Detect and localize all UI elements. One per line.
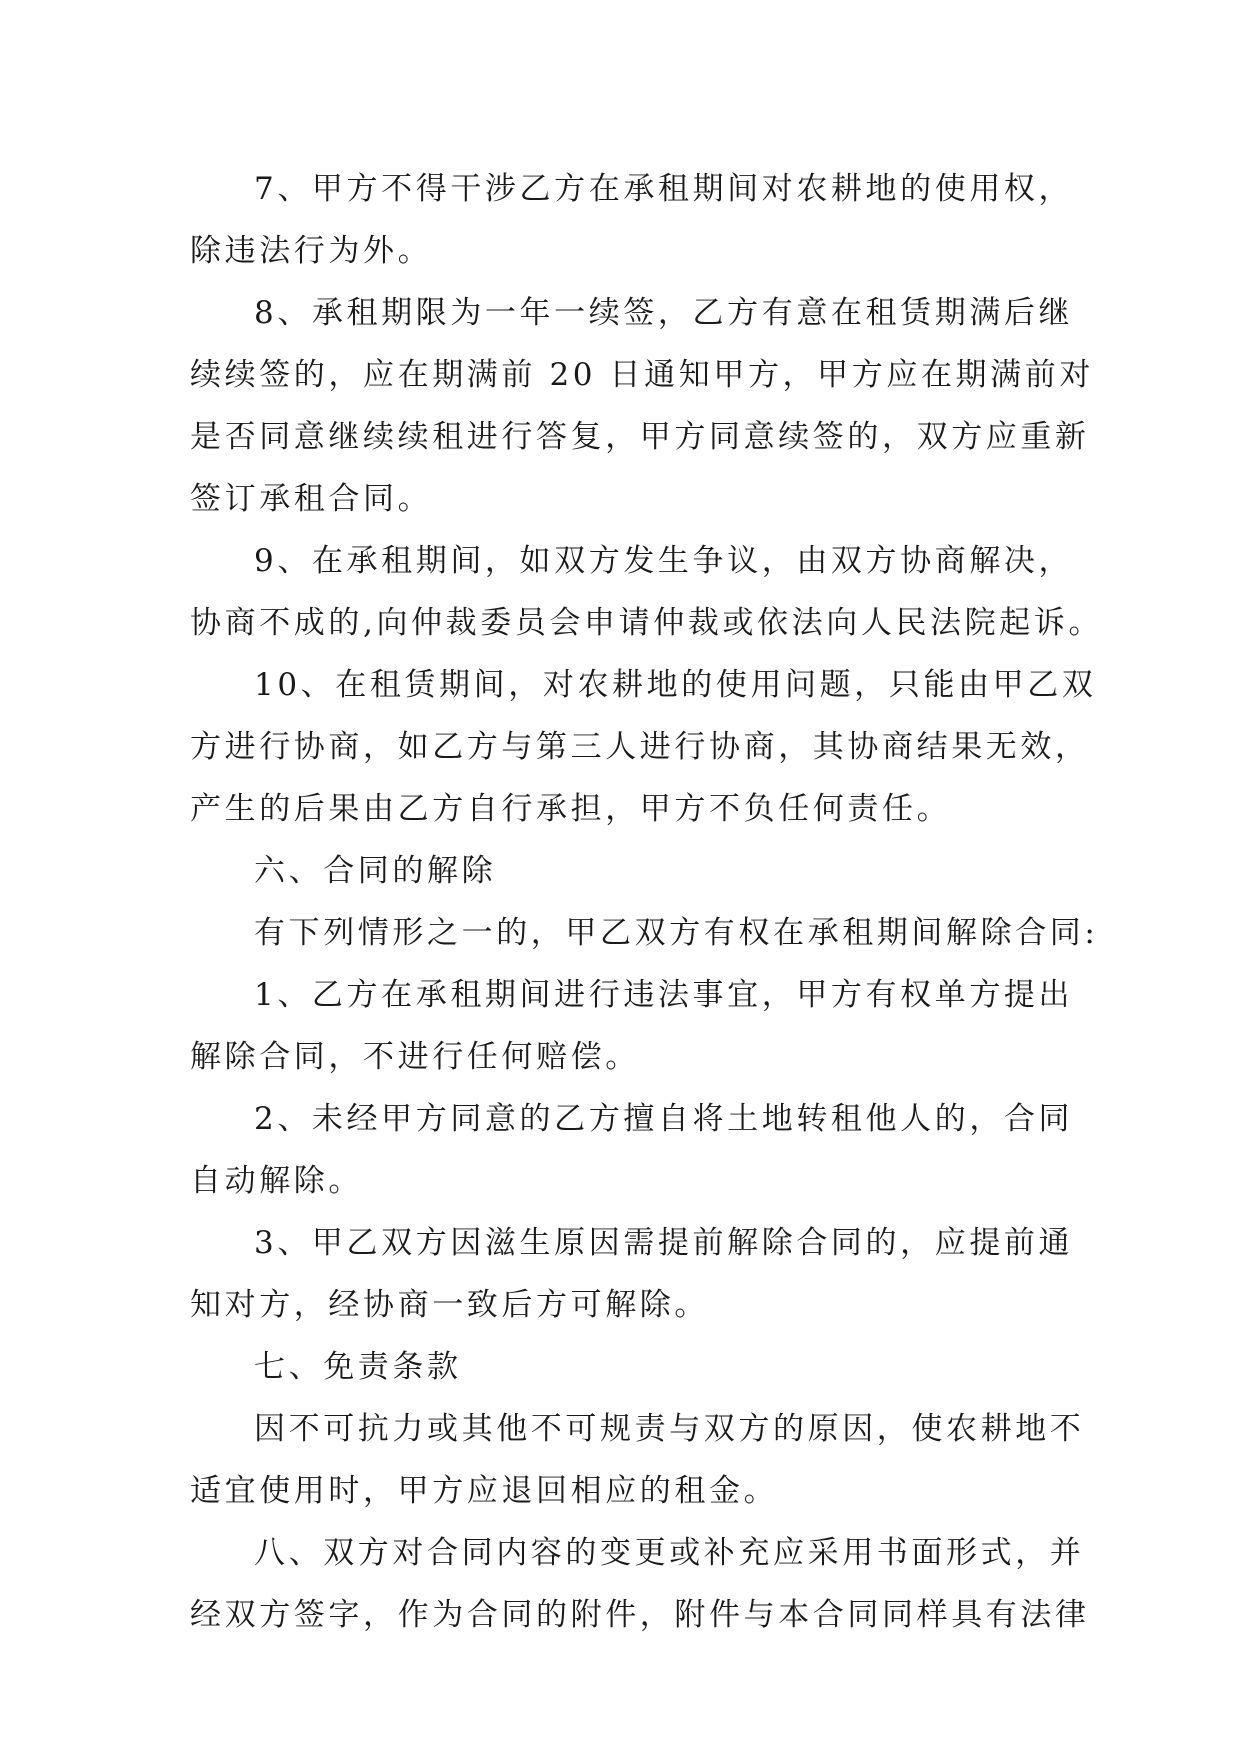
text-line: 1、乙方在承租期间进行违法事宜，甲方有权单方提出 <box>254 977 1074 1013</box>
text-line: 八、双方对合同内容的变更或补充应采用书面形式，并 <box>254 1535 1085 1571</box>
text-line: 有下列情形之一的，甲乙双方有权在承租期间解除合同: <box>254 915 1099 951</box>
text-line: 8、承租期限为一年一续签，乙方有意在租赁期满后继 <box>254 295 1074 331</box>
contract-body <box>190 158 1104 1646</box>
text-line: 经双方签字，作为合同的附件，附件与本合同同样具有法律 <box>190 1597 1090 1633</box>
text-line: 是否同意继续续租进行答复，甲方同意续签的，双方应重新 <box>190 419 1090 455</box>
text-line: 除违法行为外。 <box>190 233 433 269</box>
text-line: 自动解除。 <box>190 1163 363 1199</box>
text-line: 方进行协商，如乙方与第三人进行协商，其协商结果无效， <box>190 729 1090 765</box>
text-line: 适宜使用时，甲方应退回相应的租金。 <box>190 1473 779 1509</box>
text-line: 签订承租合同。 <box>190 481 433 517</box>
text-line: 产生的后果由乙方自行承担，甲方不负任何责任。 <box>190 791 952 827</box>
text-line: 知对方，经协商一致后方可解除。 <box>190 1287 709 1323</box>
section-heading: 六、合同的解除 <box>254 853 497 889</box>
text-line: 解除合同，不进行任何赔偿。 <box>190 1039 640 1075</box>
section-heading: 七、免责条款 <box>254 1349 462 1385</box>
text-line: 9、在承租期间，如双方发生争议，由双方协商解决， <box>254 543 1074 579</box>
text-line: 续续签的，应在期满前 20 日通知甲方，甲方应在期满前对 <box>190 357 1094 393</box>
text-line: 2、未经甲方同意的乙方擅自将土地转租他人的，合同 <box>254 1101 1074 1137</box>
text-line: 10、在租赁期间，对农耕地的使用问题，只能由甲乙双 <box>254 667 1097 703</box>
text-line: 7、甲方不得干涉乙方在承租期间对农耕地的使用权， <box>254 171 1074 207</box>
text-line: 因不可抗力或其他不可规责与双方的原因，使农耕地不 <box>254 1411 1085 1447</box>
text-line: 协商不成的,向仲裁委员会申请仲裁或依法向人民法院起诉。 <box>190 605 1104 641</box>
text-line: 3、甲乙双方因滋生原因需提前解除合同的，应提前通 <box>254 1225 1074 1261</box>
